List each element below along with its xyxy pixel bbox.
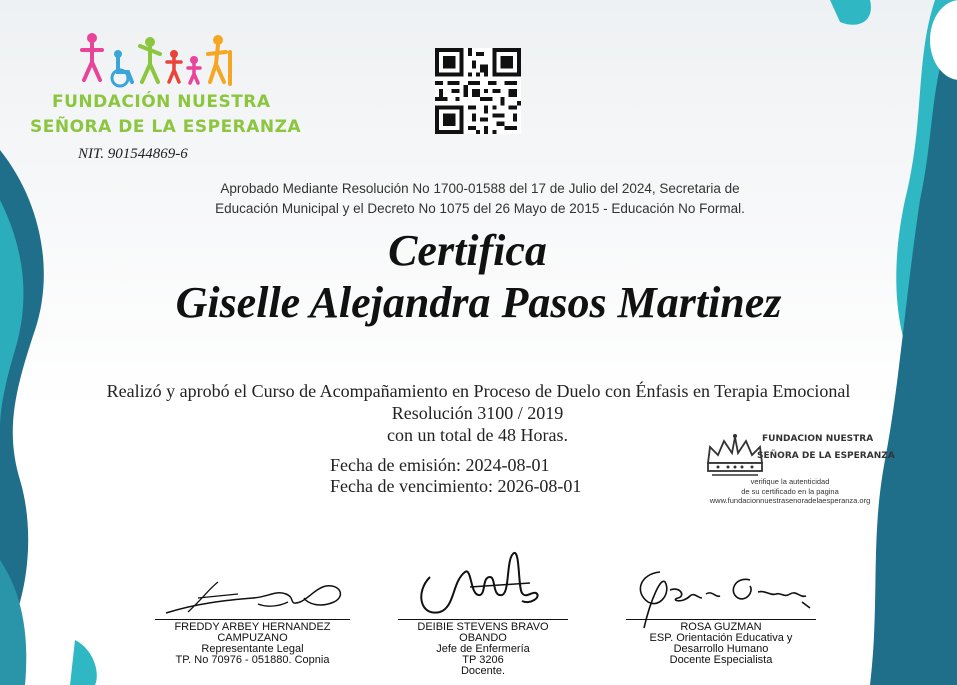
signatory-2-name-line1: DEIBIE STEVENS BRAVO	[417, 621, 549, 633]
recipient-name: Giselle Alejandra Pasos Martinez	[175, 278, 782, 327]
signature-freddy	[158, 568, 353, 623]
signatory-3-role-line2: Desarrollo Humano	[673, 643, 769, 655]
signature-line	[626, 619, 816, 620]
signatory-1-role-line2: TP. No 70976 - 051880. Copnia	[175, 654, 330, 666]
verify-line-1: verifique la autenticidad	[750, 477, 830, 486]
signatory-1-name-line2: CAMPUZANO	[217, 632, 288, 644]
certificate-title: Certifica	[388, 226, 547, 275]
signatory-2-role-line1: Jefe de Enfermería	[436, 643, 530, 655]
signatory-3-role-line3: Docente Especialista	[669, 654, 773, 666]
hours-line: con un total de 48 Horas.	[387, 425, 568, 445]
signature-line	[398, 619, 568, 620]
org-name-line1: FUNDACIÓN NUESTRA	[52, 92, 271, 112]
approval-statement	[150, 179, 810, 219]
expiry-date: Fecha de vencimiento: 2026-08-01	[330, 476, 582, 496]
signatory-2-role-line2: TP 3206	[462, 654, 504, 666]
course-description: Realizó y aprobó el Curso de Acompañamiento en Proceso de Duelo con Énfasis en Terapia Emocional	[106, 381, 851, 401]
seal-name-line2: SEÑORA DE LA ESPERANZA	[757, 451, 895, 461]
signatory-3-name-line1: ROSA GUZMAN	[680, 621, 762, 633]
seal-name-line1: FUNDACION NUESTRA	[762, 434, 874, 444]
signatory-block-1	[155, 619, 350, 666]
signature-deibie	[410, 547, 560, 622]
verify-url-link[interactable]: www.fundacionnuestrasenoradelaesperanza.org	[709, 496, 871, 505]
verify-line-2: de su certificado en la pagina	[741, 486, 839, 496]
signatory-2-name-line2: OBANDO	[459, 632, 507, 644]
signatory-block-3	[626, 619, 816, 666]
foundation-logo	[70, 32, 240, 92]
resolution-line: Resolución 3100 / 2019	[391, 403, 564, 423]
verification-note	[690, 477, 890, 506]
qr-code[interactable]	[435, 48, 521, 134]
org-name-line2: SEÑORA DE LA ESPERANZA	[30, 117, 302, 137]
org-nit: NIT. 901544869-6	[78, 146, 188, 162]
signature-line	[155, 619, 350, 620]
signatory-1-name-line1: FREDDY ARBEY HERNANDEZ	[174, 621, 331, 633]
approval-line-1: Aprobado Mediante Resolución No 1700-01588 del 17 de Julio del 2024, Secretaria de	[220, 181, 740, 196]
signatory-1-role-line1: Representante Legal	[201, 643, 304, 655]
approval-line-2: Educación Municipal y el Decreto No 1075 del 26 Mayo de 2015 - Educación No Formal.	[215, 201, 745, 216]
signatory-2-role-line3: Docente.	[460, 665, 506, 677]
issue-date: Fecha de emisión: 2024-08-01	[330, 455, 550, 475]
signatory-block-2	[398, 619, 568, 677]
signatory-3-role-line1: ESP. Orientación Educativa y	[649, 632, 793, 644]
